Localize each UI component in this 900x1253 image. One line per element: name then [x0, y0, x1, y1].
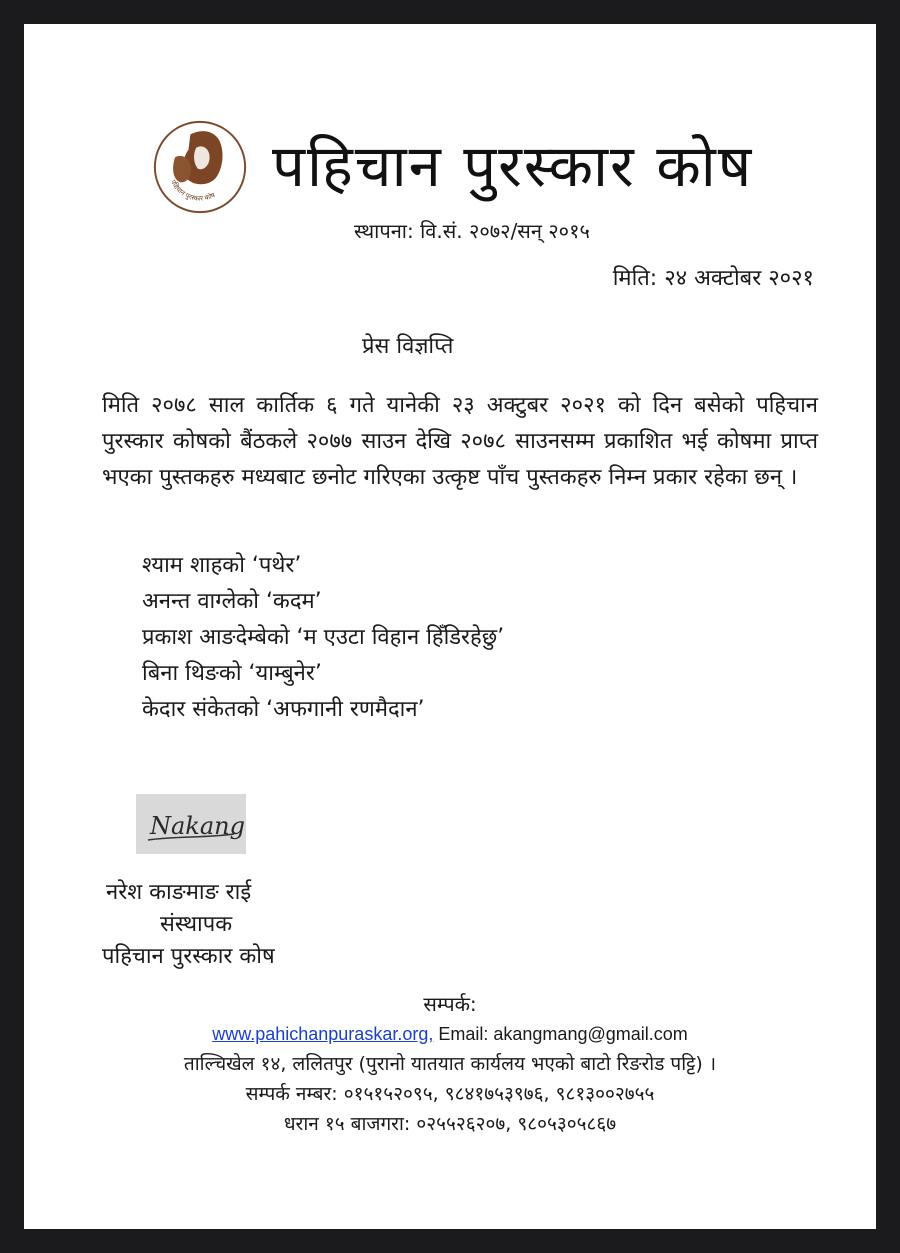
- book-item: श्याम शाहको ‘पथेर’: [142, 553, 302, 578]
- contact-web-email: [24, 1019, 876, 1049]
- organization-title: पहिचान पुरस्कार कोष: [272, 132, 754, 200]
- signature-image: [136, 794, 246, 854]
- press-release-body: मिति २०७८ साल कार्तिक ६ गते यानेकी २३ अक्टुबर २०२१ को दिन बसेको पहिचान पुरस्कार कोषको बैंठकले २०७७ साउन देखि २०७८ साउनसम्म प्रकाशित भई कोषमा प्राप्त भएका पुस्तकहरु मध्यबाट छनोट गरिएका उत्कृष्ट पाँच पुस्तकहरु निम्न प्रकार रहेका छन् ।: [102, 393, 818, 490]
- signer-organization: पहिचान पुरस्कार कोष: [102, 944, 275, 969]
- logo-caption: पहिचान पुरस्कार कोष: [169, 178, 217, 203]
- signer-name: नरेश काङमाङ राई: [106, 880, 252, 905]
- book-item: अनन्त वाग्लेको ‘कदम’: [142, 589, 322, 614]
- book-item: केदार संकेतको ‘अफगानी रणमैदान’: [142, 697, 425, 722]
- established-line: स्थापना: वि.सं. २०७२/सन् २०१५: [354, 219, 590, 243]
- signature-handwriting: Nakang: [150, 812, 245, 840]
- organization-logo: [152, 119, 248, 215]
- letter-date: मिति: २४ अक्टोबर २०२१: [612, 266, 814, 291]
- book-list: [142, 548, 504, 728]
- document-page: [24, 24, 876, 1229]
- press-release-title: प्रेस विज्ञप्ति: [362, 334, 454, 359]
- email-address[interactable]: akangmang@gmail.com: [493, 1024, 688, 1044]
- contact-block: [24, 989, 876, 1139]
- book-item: प्रकाश आङदेम्बेको ‘म एउटा विहान हिँडिरहेछु’: [142, 625, 505, 650]
- contact-branch: धरान १५ बाजगरा: ०२५५२६२०७, ९८०५३०५८६७: [283, 1113, 617, 1135]
- contact-phone: सम्पर्क नम्बर: ०१५१५२०९५, ९८४१७५३९७६, ९८१३००२७५५: [245, 1083, 655, 1105]
- contact-address: ताल्चिखेल १४, ललितपुर (पुरानो यातयात कार्यलय भएको बाटो रिङरोड पट्टि) ।: [183, 1053, 717, 1075]
- contact-heading: सम्पर्क:: [423, 992, 477, 1016]
- website-link[interactable]: www.pahichanpuraskar.org,: [212, 1024, 434, 1044]
- signer-role: संस्थापक: [160, 912, 233, 937]
- email-label: Email:: [438, 1024, 489, 1044]
- book-item: बिना थिङको ‘याम्बुनेर’: [142, 661, 322, 686]
